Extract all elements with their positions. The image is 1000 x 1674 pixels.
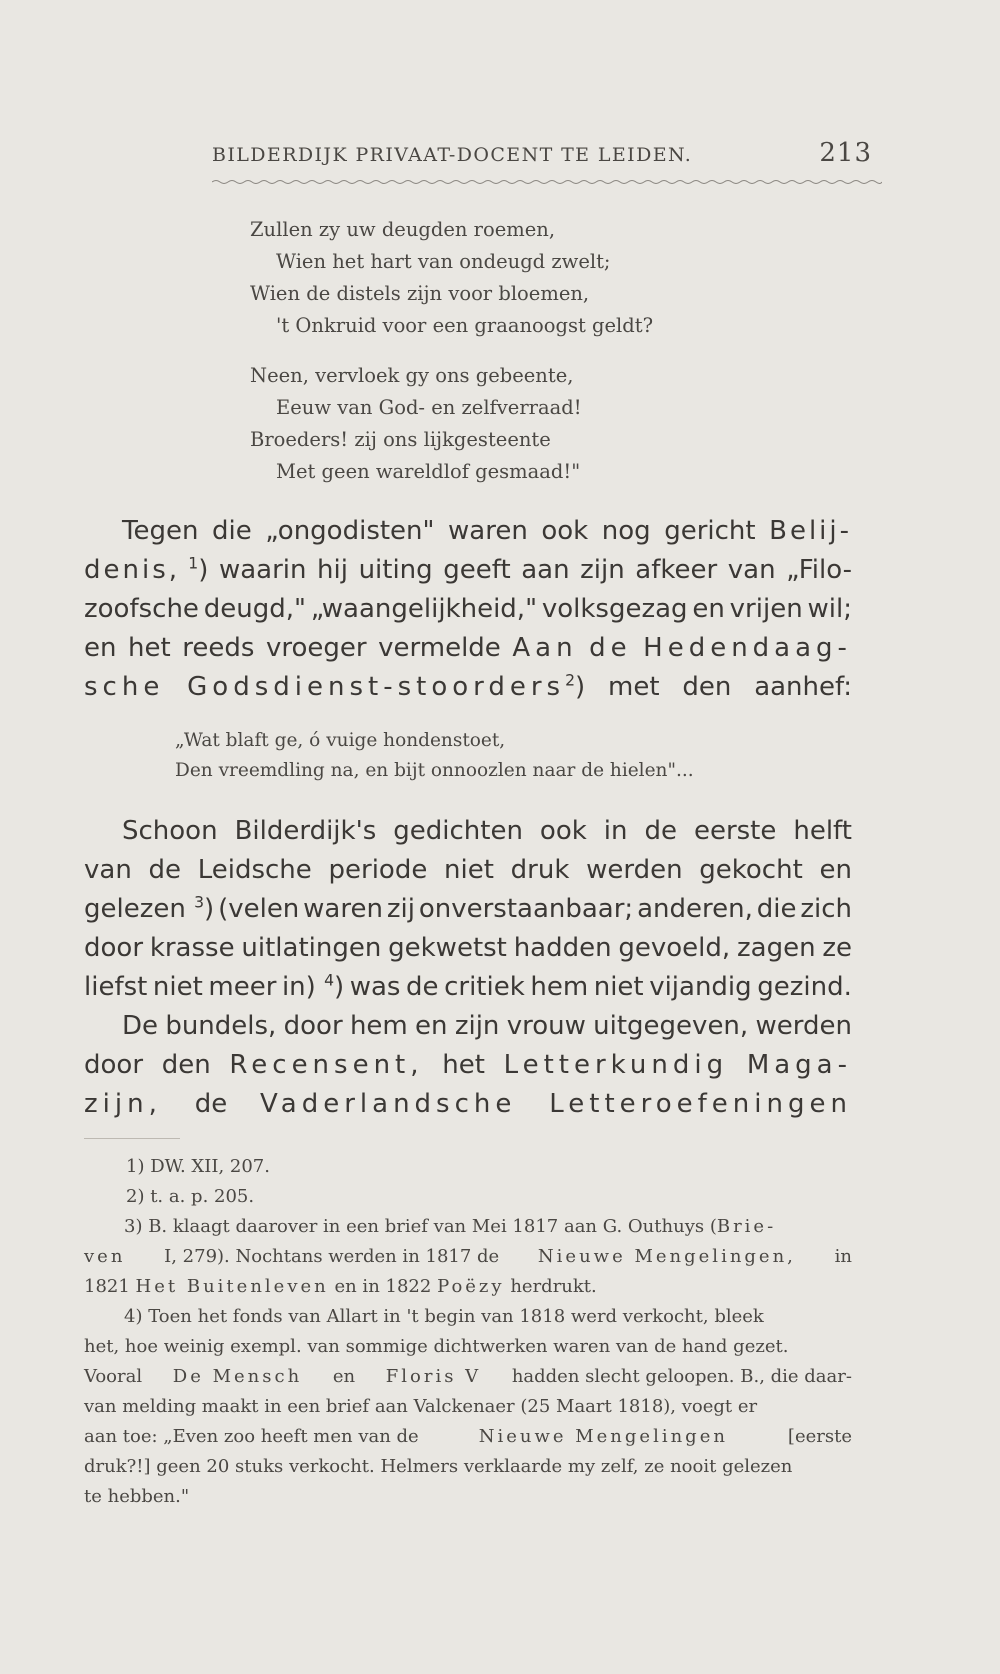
word: Schoon (122, 816, 218, 846)
word: De (122, 1011, 159, 1041)
spaced-title: Hedendaag- (643, 633, 852, 663)
poem-line: Zullen zy uw deugden roemen, (250, 218, 556, 241)
word: van (84, 855, 132, 885)
word: deugd," (203, 594, 306, 624)
spaced-title: Floris V (385, 1366, 482, 1387)
word: ook (539, 816, 587, 846)
footnote-3 (84, 1212, 852, 1302)
word: ) (334, 972, 345, 1002)
word: eerste (693, 816, 777, 846)
text-line (84, 629, 852, 668)
poem-line: Met geen wareldlof gesmaad!" (276, 460, 581, 483)
spaced-title: Aan (512, 633, 578, 663)
spaced-title: sche (84, 672, 165, 702)
spaced-title: zijn, (84, 1089, 162, 1119)
word: het (128, 633, 171, 663)
poem-line: 't Onkruid voor een graanoogst geldt? (276, 314, 654, 337)
footnote-text: Vooral (84, 1366, 143, 1387)
word: critiek (444, 972, 525, 1002)
text-line (84, 668, 852, 707)
word: waren (303, 894, 383, 924)
word: gericht (664, 516, 756, 546)
word: druk (510, 855, 570, 885)
word-group (187, 668, 585, 707)
word: en (415, 1011, 448, 1041)
footnote-line (84, 1212, 852, 1242)
poem-line: Wien het hart van ondeugd zwelt; (276, 250, 611, 273)
footnote-text: in (834, 1246, 852, 1267)
text-line (84, 551, 852, 590)
word: meer (208, 972, 277, 1002)
spaced-title: ven (84, 1246, 126, 1267)
word: het (442, 1050, 485, 1080)
word: „Filo- (786, 555, 852, 585)
poem-line: Wien de distels zijn voor bloemen, (250, 282, 590, 305)
footnote-line (84, 1422, 852, 1452)
word: vrouw (506, 1011, 586, 1041)
word: ) (204, 894, 215, 924)
spaced-title: De Mensch (172, 1366, 303, 1387)
text-line (84, 890, 852, 929)
word: in) (281, 972, 316, 1002)
word: werden (586, 855, 683, 885)
spaced-title: Letterkundig (503, 1050, 729, 1080)
footnote-line: te hebben." (84, 1486, 190, 1507)
spaced-title: Nieuwe Mengelingen, (537, 1246, 796, 1267)
word: uitgegeven, (593, 1011, 749, 1041)
poem-line: Broeders! zij ons lijkgesteente (250, 428, 551, 451)
word-group (84, 551, 208, 590)
word: „ongodisten" (265, 516, 435, 546)
word: zijn (580, 555, 625, 585)
spaced-title: Vaderlandsche (260, 1089, 517, 1119)
footnote-ref: 1 (188, 554, 199, 573)
footnote-text: en in 1822 (334, 1276, 432, 1297)
word: die (211, 516, 252, 546)
word: de (406, 972, 439, 1002)
word: waren (448, 516, 528, 546)
word: Leidsche (197, 855, 312, 885)
spaced-title: Letteroefeningen (549, 1089, 852, 1119)
word: met (608, 672, 660, 702)
word: volksgezag (541, 594, 688, 624)
word: nog (601, 516, 651, 546)
ornamental-rule (212, 178, 882, 186)
footnote-1: 1) DW. XII, 207. (126, 1156, 270, 1177)
word: „waangelijkheid," (310, 594, 538, 624)
word: de (194, 1089, 228, 1119)
spaced-title: Nieuwe Mengelingen (478, 1426, 728, 1447)
footnote-line: druk?!] geen 20 stuks verkocht. Helmers verklaarde my zelf, ze nooit gelezen (84, 1456, 793, 1477)
footnote-line (84, 1362, 852, 1392)
spaced-title: Brie- (716, 1216, 777, 1237)
footnote-text: hadden slecht geloopen. B., die daar- (511, 1366, 852, 1387)
text-line (84, 1046, 852, 1085)
word: gelezen (84, 894, 186, 924)
word: gezind. (757, 972, 852, 1002)
running-head (212, 138, 872, 168)
running-title: BILDERDIJK PRIVAAT-DOCENT TE LEIDEN. (212, 144, 693, 166)
poem-stanza-1 (250, 214, 653, 342)
word: zij (386, 894, 415, 924)
quote-line: Den vreemdling na, en bijt onnoozlen naar de hielen"... (175, 760, 694, 781)
spaced-title: de (589, 633, 632, 663)
word: gevoeld, (618, 933, 731, 963)
word: gekwetst (388, 933, 507, 963)
word: door (84, 1050, 144, 1080)
footnote-ref: 3 (194, 893, 205, 912)
footnote-text: aan toe: „Even zoo heeft men van de (84, 1426, 419, 1447)
word: vermelde (378, 633, 501, 663)
footnote-line: het, hoe weinig exempl. van sommige dichtwerken waren van de hand gezet. (84, 1336, 789, 1357)
footnote-separator (84, 1138, 180, 1139)
paragraph-1 (84, 512, 852, 707)
word: wil; (807, 594, 852, 624)
word: en (819, 855, 852, 885)
word: zich (800, 894, 852, 924)
footnote-line (84, 1272, 852, 1302)
word: den (682, 672, 732, 702)
text-line (84, 968, 852, 1007)
word: vroeger (265, 633, 367, 663)
word: door (84, 933, 144, 963)
word-group (124, 1212, 776, 1242)
word: en (692, 594, 725, 624)
footnote-text: herdrukt. (510, 1276, 597, 1297)
text-line (84, 512, 852, 551)
poem-line: Eeuw van God- en zelfverraad! (276, 396, 582, 419)
word: geeft (443, 555, 511, 585)
word: afkeer (635, 555, 718, 585)
footnote-4 (84, 1302, 852, 1512)
spaced-title: Godsdienst-stoorders (187, 672, 566, 702)
quote-line: „Wat blaft ge, ó vuige hondenstoet, (175, 730, 506, 751)
spaced-title: denis, (84, 555, 181, 585)
word: krasse (149, 933, 235, 963)
word: aanhef: (754, 672, 852, 702)
word: zagen (736, 933, 816, 963)
word: gedichten (393, 816, 523, 846)
word: de (644, 816, 677, 846)
word: in (603, 816, 628, 846)
word: hem (530, 972, 589, 1002)
word: hem (349, 1011, 408, 1041)
word: waarin (218, 555, 307, 585)
spaced-title: Maga- (746, 1050, 852, 1080)
word: helft (793, 816, 852, 846)
word: ) (198, 555, 209, 585)
block-quote (175, 726, 694, 786)
text-line (84, 929, 852, 968)
word: uitlatingen (241, 933, 382, 963)
word: was (349, 972, 401, 1002)
footnote-line: 4) Toen het fonds van Allart in 't begin van 1818 werd verkocht, bleek (124, 1306, 764, 1327)
word: die (756, 894, 797, 924)
word: onverstaanbaar; (418, 894, 634, 924)
word: vijandig (649, 972, 752, 1002)
footnote-ref: 2 (565, 671, 576, 690)
poem-stanza-2 (250, 360, 582, 488)
word: niet (593, 972, 644, 1002)
word: Bilderdijk's (234, 816, 377, 846)
word: hij (317, 555, 348, 585)
word: de (148, 855, 182, 885)
text-line (84, 1085, 852, 1124)
word: ze (822, 933, 852, 963)
word: van (727, 555, 776, 585)
text-line (84, 1007, 852, 1046)
word: Tegen (122, 516, 199, 546)
spaced-title: Het Buitenleven (135, 1276, 329, 1297)
word-group (84, 890, 214, 929)
footnote-text: [eerste (787, 1426, 852, 1447)
word: uiting (358, 555, 433, 585)
spaced-title: Poëzy (437, 1276, 505, 1297)
word: anderen, (637, 894, 753, 924)
word: en (84, 633, 117, 663)
footnote-line: van melding maakt in een brief aan Valckenaer (25 Maart 1818), voegt er (84, 1396, 758, 1417)
word: periode (328, 855, 428, 885)
footnote-text: 1821 (84, 1276, 130, 1297)
footnote-text: I, 279). Nochtans werden in 1817 de (164, 1246, 500, 1267)
spaced-title: Belij- (769, 516, 852, 546)
paragraph-2 (84, 812, 852, 1124)
footnote-2: 2) t. a. p. 205. (126, 1186, 255, 1207)
word: zoofsche (84, 594, 199, 624)
footnote-ref: 4 (324, 971, 334, 990)
footnotes (84, 1152, 852, 1512)
text-line (84, 590, 852, 629)
footnote-text: 3) B. klaagt daarover in een brief van Mei 1817 aan G. Outhuys ( (124, 1216, 717, 1237)
word: zijn (454, 1011, 500, 1041)
word: den (161, 1050, 211, 1080)
word: aan (521, 555, 570, 585)
footnote-line (84, 1242, 852, 1272)
word: gekocht (699, 855, 803, 885)
word: ) (575, 672, 586, 702)
word: ook (541, 516, 589, 546)
footnote-text: en (332, 1366, 356, 1387)
word: door (283, 1011, 343, 1041)
word: hadden (513, 933, 612, 963)
word: niet (152, 972, 203, 1002)
spaced-title: Recensent, (229, 1050, 424, 1080)
word: (velen (218, 894, 300, 924)
word: reeds (182, 633, 255, 663)
word: niet (444, 855, 494, 885)
word: werden (755, 1011, 852, 1041)
text-line (84, 812, 852, 851)
word-group (282, 968, 344, 1007)
page-number: 213 (819, 138, 872, 168)
text-line (84, 851, 852, 890)
word: vrijen (729, 594, 803, 624)
poem-line: Neen, vervloek gy ons gebeente, (250, 364, 574, 387)
word: bundels, (165, 1011, 277, 1041)
word: liefst (84, 972, 148, 1002)
